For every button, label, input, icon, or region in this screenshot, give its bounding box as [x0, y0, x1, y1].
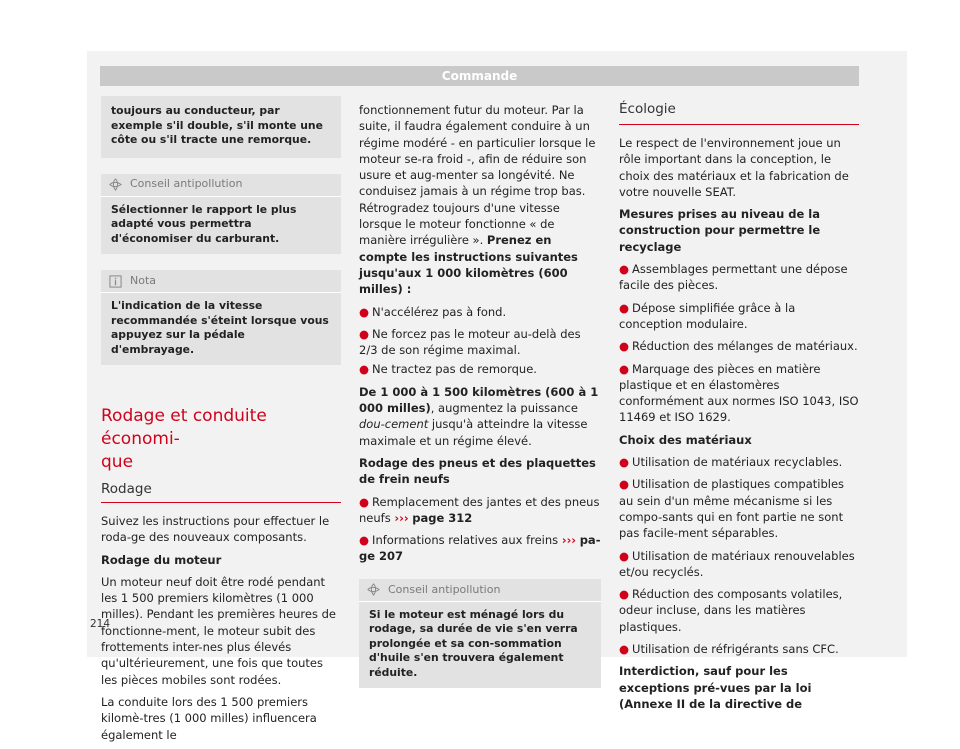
heading-pneus-freins: Rodage des pneus et des plaquettes de frein neufs	[359, 455, 596, 487]
section-subtitle-ecologie	[619, 96, 859, 125]
list-item-text: Réduction des composants volatiles, odeur incluse, dans les matières plastiques.	[619, 587, 843, 634]
moteur-continuation	[359, 102, 601, 298]
nota-body: L'indication de la vitesse recommandée s'éteint lorsque vous appuyez sur la pédale d'embrayage.	[111, 299, 329, 356]
eco-tip-header	[359, 579, 601, 602]
list-item-text: Informations relatives aux freins	[372, 533, 559, 548]
list-item-text: Ne tractez pas de remorque.	[372, 362, 537, 377]
rodage-moteur-text: Un moteur neuf doit être rodé pendant les 1 500 premiers kilomètres (1 000 milles). Pendant les premières heures de fonctionne-ment, le moteur subit des frottements inter-nes plus élevés qu'ultérieurement, une fois que toutes les pièces mobiles sont rodées.	[101, 574, 337, 687]
page-link-freins[interactable]: pa-ge 207	[359, 533, 601, 564]
subtitle-rodage: Rodage	[101, 481, 152, 497]
list-item: ● Réduction des composants volatiles, odeur incluse, dans les matières plastiques.	[619, 587, 843, 634]
rodage-1000-1500	[359, 384, 601, 449]
list-item: ● N'accélérez pas à fond.	[359, 304, 507, 319]
bullet-list-mesures	[619, 261, 859, 426]
section-title-line-2: que	[101, 452, 134, 472]
moteur-continuation-text: fonctionnement futur du moteur. Par la suite, il faudra également conduire à un régime modéré - en particulier lorsque le moteur se-ra froid -, afin de réduire son usure et aug-menter sa longévité. Ne conduisez jamais à un régime trop bas. Rétrogradez toujours d'une vitesse lorsque le moteur fonctionne « de manière irrégulière ».	[359, 103, 596, 248]
instructions-heading: Prenez en compte les instructions suivantes jusqu'aux 1 000 kilomètres (600 milles) :	[359, 233, 578, 297]
section-subtitle-rodage	[101, 474, 341, 503]
list-item-text: Utilisation de matériaux recyclables.	[632, 455, 843, 470]
list-item: ● Utilisation de matériaux renouvelables et/ou recyclés.	[619, 548, 855, 579]
heading-mesures: Mesures prises au niveau de la construction pour permettre le recyclage	[619, 207, 821, 254]
list-item-text: Dépose simplifiée grâce à la conception modulaire.	[619, 300, 796, 331]
list-item-text: Remplacement des jantes et des pneus neufs	[359, 494, 600, 525]
heading-choix: Choix des matériaux	[619, 432, 752, 447]
list-item: ● Marquage des pièces en matière plastique et en élastomères conformément aux normes ISO 1043, ISO 11469 et ISO 1629.	[619, 361, 859, 425]
list-item: ● Utilisation de matériaux recyclables.	[619, 455, 843, 470]
subtitle-ecologie: Écologie	[619, 101, 676, 117]
ecologie-intro: Le respect de l'environnement joue un rôle important dans la conception, le choix des matériaux et la fabrication de votre nouvelle SEAT.	[619, 136, 849, 199]
list-item-text: Ne forcez pas le moteur au-delà des 2/3 de son régime maximal.	[359, 326, 581, 358]
nota-header	[101, 270, 341, 293]
section-title-line-1: Rodage et conduite économi-	[101, 406, 267, 449]
eco-tip-body: Sélectionner le rapport le plus adapté vous permettra d'économiser du carburant.	[111, 202, 297, 245]
bullet-list-rodage	[359, 304, 601, 378]
list-item-text: Assemblages permettant une dépose facile des pièces.	[619, 262, 848, 293]
eco-tip-body: Si le moteur est ménagé lors du rodage, sa durée de vie s'en verra prolongée et sa con-sommation d'huile s'en trouvera également réduite.	[369, 607, 578, 679]
eco-tip-box-2	[359, 579, 601, 689]
page-number: 214	[90, 618, 111, 630]
list-item: ● Utilisation de plastiques compatibles au sein d'un même mécanisme si les compo-sants qui en font partie ne sont pas facile-ment séparables.	[619, 477, 845, 541]
rodage-range-bold: De 1 000 à 1 500 kilomètres (600 à 1 000 milles)	[359, 384, 599, 416]
nota-box	[101, 270, 341, 365]
list-item-text: N'accélérez pas à fond.	[372, 304, 507, 319]
heading-rodage-moteur: Rodage du moteur	[101, 552, 222, 567]
column-2	[359, 96, 601, 698]
rodage-range-italic: dou-cement	[359, 417, 429, 432]
rodage-intro: Suivez les instructions pour effectuer le roda-ge des nouveaux composants.	[101, 514, 330, 545]
eco-tip-header	[101, 174, 341, 197]
list-item-text: Utilisation de plastiques compatibles au sein d'un même mécanisme si les compo-sants qui en font partie ne sont pas facile-ment séparables.	[619, 477, 845, 541]
warning-continuation-box	[101, 96, 341, 158]
list-item: ● Réduction des mélanges de matériaux.	[619, 339, 858, 354]
link-arrow-icon: ›››	[561, 533, 577, 548]
heading-interdiction: Interdiction, sauf pour les exceptions pré-vues par la loi (Annexe II de la directive de	[619, 664, 812, 711]
rodage-range-text-b: jusqu'à atteindre la vitesse maximale et un régime élevé.	[359, 417, 588, 448]
link-arrow-icon: ›››	[394, 510, 409, 525]
eco-tip-title: Conseil antipollution	[388, 582, 501, 596]
bullet-list-choix	[619, 454, 859, 657]
list-item-text: Réduction des mélanges de matériaux.	[632, 339, 858, 354]
leaf-icon	[367, 583, 380, 596]
list-item: ● Ne tractez pas de remorque.	[359, 362, 537, 377]
rodage-conduite-text: La conduite lors des 1 500 premiers kilomè-tres (1 000 milles) influencera également le	[101, 694, 317, 742]
info-icon	[109, 275, 122, 288]
page-link-pneus[interactable]: page 312	[412, 510, 473, 525]
list-item: ● Ne forcez pas le moteur au-delà des 2/3 de son régime maximal.	[359, 326, 581, 358]
column-3	[619, 96, 859, 718]
nota-title: Nota	[130, 273, 157, 287]
list-item-text: Utilisation de réfrigérants sans CFC.	[632, 642, 839, 657]
column-1	[101, 96, 341, 749]
list-item: ● Dépose simplifiée grâce à la conception modulaire.	[619, 300, 796, 331]
warning-continuation-text: toujours au conducteur, par exemple s'il double, s'il monte une côte ou s'il tracte une remorque.	[111, 104, 323, 146]
rodage-range-text-a: , augmentez la puissance	[430, 401, 578, 416]
page-header: Commande	[100, 66, 859, 86]
list-item-freins: ● Informations relatives aux freins ››› pa-ge 207	[359, 533, 601, 564]
list-item-pneus: ● Remplacement des jantes et des pneus neufs ››› page 312	[359, 494, 600, 525]
list-item-text: Utilisation de matériaux renouvelables et/ou recyclés.	[619, 548, 855, 579]
leaf-icon	[109, 178, 122, 191]
list-item: ● Assemblages permettant une dépose facile des pièces.	[619, 262, 848, 293]
list-item-text: Marquage des pièces en matière plastique et en élastomères conformément aux normes ISO 1043, ISO 11469 et ISO 1629.	[619, 361, 859, 425]
list-item: ● Utilisation de réfrigérants sans CFC.	[619, 642, 839, 657]
eco-tip-box-1	[101, 174, 341, 255]
eco-tip-title: Conseil antipollution	[130, 177, 243, 191]
